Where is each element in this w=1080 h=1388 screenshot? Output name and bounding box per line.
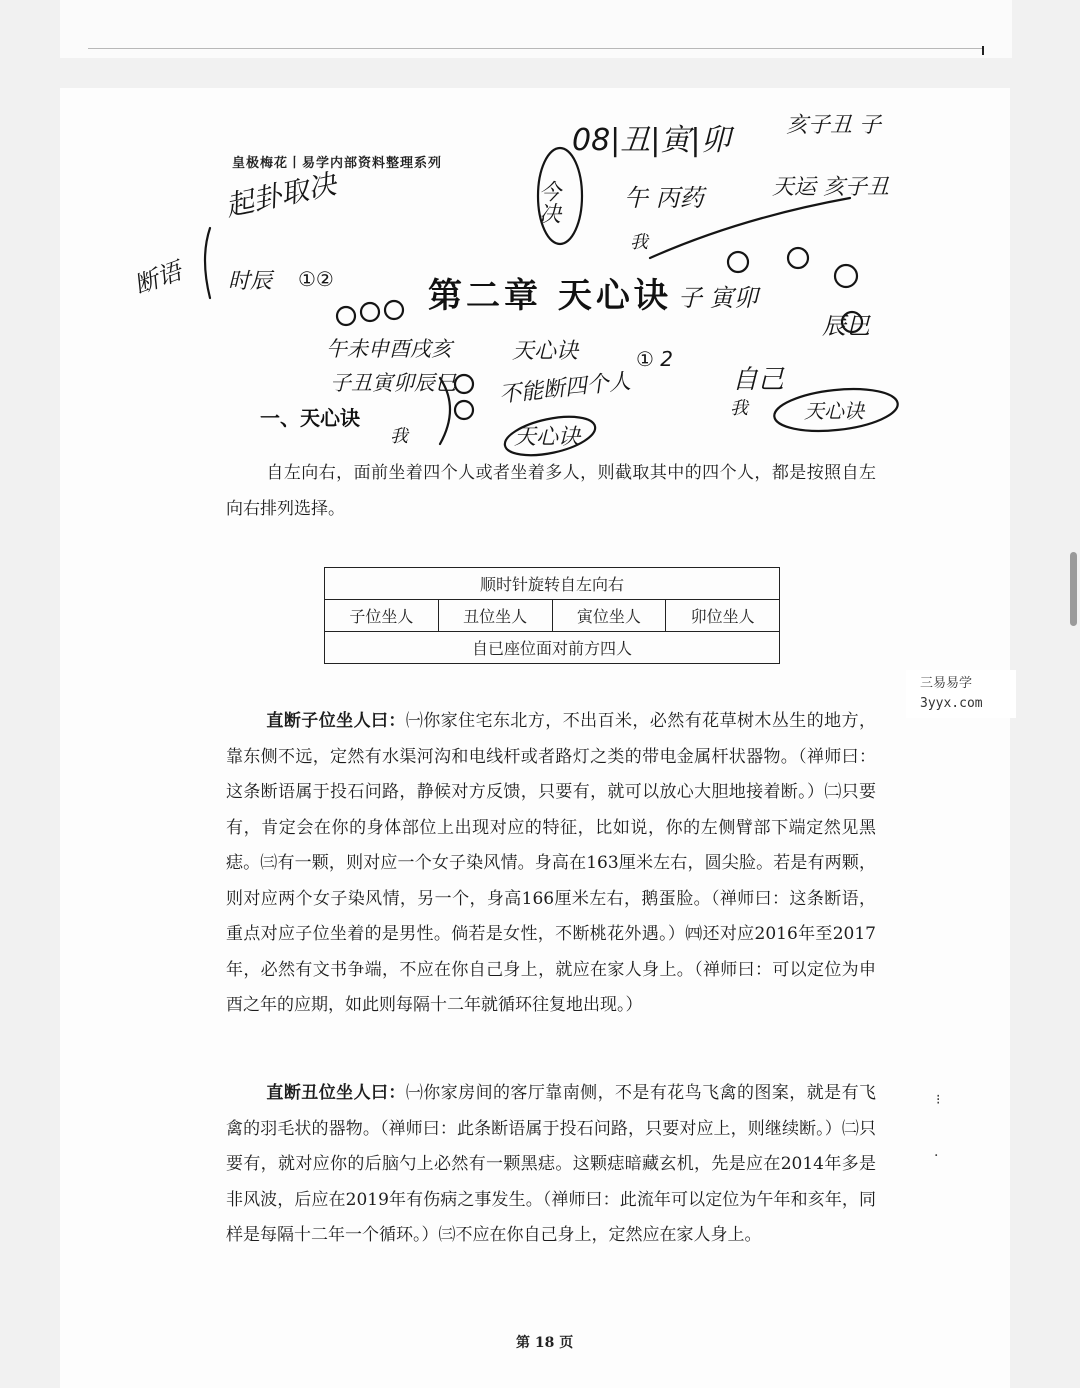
seat-cell: 寅位坐人 [552, 600, 666, 632]
hw-small-c: 我 [730, 398, 748, 419]
watermark-line2: 3yyx.com [920, 696, 983, 711]
scan-speck: · [934, 1148, 939, 1164]
paragraph-chou-text: ㈠你家房间的客厅靠南侧，不是有花鸟飞禽的图案，就是有飞禽的羽毛状的器物。（禅师曰：此条断语属于投石问路，只要对应上，则继续断。）㈡只要有，就对应你的后脑勺上必然有一颗黑痣。这颗痣暗藏玄机，先是应在2014年多是非风波，后应在2019年有伤病之事发生。（禅师曰：此流年可以定位为午年和亥年，同样是每隔十二年一个循环。）㈢不应在你自己身上，定然应在家人身上。 [226, 1083, 877, 1245]
intro-text: 自左向右，面前坐着四个人或者坐着多人，则截取其中的四个人，都是按照自左向右排列选择。 [226, 463, 876, 519]
hw-left-sub: 时辰 [228, 269, 273, 294]
intro-paragraph [226, 456, 876, 527]
seat-cell: 丑位坐人 [438, 600, 552, 632]
hw-branch-row1: 午未申酉戌亥 [326, 337, 452, 361]
hw-ring-f [361, 303, 379, 321]
hw-top-right: 亥子丑 子 [786, 113, 881, 138]
hw-arrow-line [650, 198, 850, 258]
hw-ring-c [788, 248, 808, 268]
hw-b-col: 午 丙药 [624, 184, 704, 212]
hw-ring-i [455, 401, 473, 419]
page-number: 第 18 页 [516, 1335, 574, 1351]
watermark-line1: 三易易学 [920, 676, 973, 691]
page-header: 皇极梅花丨易学内部资料整理系列 [232, 156, 443, 171]
hw-ring-h [455, 375, 473, 393]
hw-mid-a: 天心诀 [512, 339, 579, 364]
previous-page-mark [982, 46, 984, 55]
scan-speck: ⁝ [936, 1092, 941, 1108]
document-page [60, 88, 1010, 1388]
chapter-title: 第二章 天心诀 [428, 276, 672, 316]
hw-left-word: 断语 [130, 256, 186, 300]
hw-ring-d [728, 252, 748, 272]
hw-ring-g [385, 301, 403, 319]
hw-mid-circle: 天心诀 [514, 425, 581, 450]
hw-circled-num: ①② [298, 267, 334, 291]
hw-branch-row2: 子丑寅卯辰巳 [330, 371, 456, 395]
paragraph-chou [226, 1076, 876, 1254]
hw-right-oval: 天心诀 [804, 399, 864, 423]
paragraph-zi [226, 704, 876, 1024]
previous-page-edge [60, 0, 1012, 58]
hw-bracket-left [205, 228, 210, 298]
hw-ring-e [337, 307, 355, 325]
hw-right-a: 子 寅卯 [678, 284, 758, 312]
hw-small-a: 我 [630, 232, 648, 253]
hw-circle-mid [501, 410, 598, 462]
seat-cell: 卯位坐人 [666, 600, 780, 632]
seat-table-top: 顺时针旋转自左向右 [325, 568, 780, 600]
hw-a-col: 今决 [535, 180, 561, 224]
hw-right-c: 自己 [732, 365, 785, 395]
section-title: 一、天心诀 [260, 406, 360, 430]
hw-circle-a [535, 148, 582, 244]
hw-stroke-a [440, 378, 450, 444]
paragraph-chou-lead: 直断丑位坐人曰： [266, 1083, 406, 1103]
previous-page-rule [88, 48, 982, 49]
seat-table-bottom: 自已座位面对前方四人 [325, 632, 780, 664]
hw-ring-b [842, 312, 862, 332]
seat-table [324, 567, 780, 664]
hw-mid-b: 不能断四个人 [498, 369, 632, 408]
paragraph-zi-lead: 直断子位坐人曰： [266, 711, 406, 731]
seat-cell: 子位坐人 [325, 600, 439, 632]
hw-left-top: 起卦取决 [222, 167, 340, 223]
watermark-box[interactable] [906, 670, 1016, 718]
scrollbar-thumb[interactable] [1070, 552, 1077, 626]
hw-nums-mid: ① 2 [636, 347, 674, 371]
hw-c-col: 天运 亥子丑 [772, 175, 889, 200]
hw-top-row: 08|丑|寅|卯 [572, 123, 731, 158]
paragraph-zi-text: ㈠你家住宅东北方，不出百米，必然有花草树木丛生的地方，靠东侧不远，定然有水渠河沟和电线杆或者路灯之类的带电金属杆状器物。（禅师曰：这条断语属于投石问路，静候对方反馈，只要有，就可以放心大胆地接着断。）㈡只要有，肯定会在你的身体部位上出现对应的特征，比如说，你的左侧臂部下端定然见黑痣。㈢有一颗，则对应一个女子染风情。身高在163厘米左右，圆尖脸。若是有两颗，则对应两个女子染风情，另一个，身高166厘米左右，鹅蛋脸。（禅师曰：这条断语，重点对应子位坐着的是男性。倘若是女性，不断桃花外遇。）㈣还对应2016年至2017年，必然有文书争端，不应在你自己身上，就应在家人身上。（禅师曰：可以定位为申酉之年的应期，如此则每隔十二年就循环往复地出现。） [226, 711, 877, 1015]
hw-ring-a [835, 265, 857, 287]
hw-right-b: 辰巳 [822, 312, 870, 340]
hw-oval-right [772, 384, 900, 437]
hw-small-b: 我 [390, 426, 408, 447]
